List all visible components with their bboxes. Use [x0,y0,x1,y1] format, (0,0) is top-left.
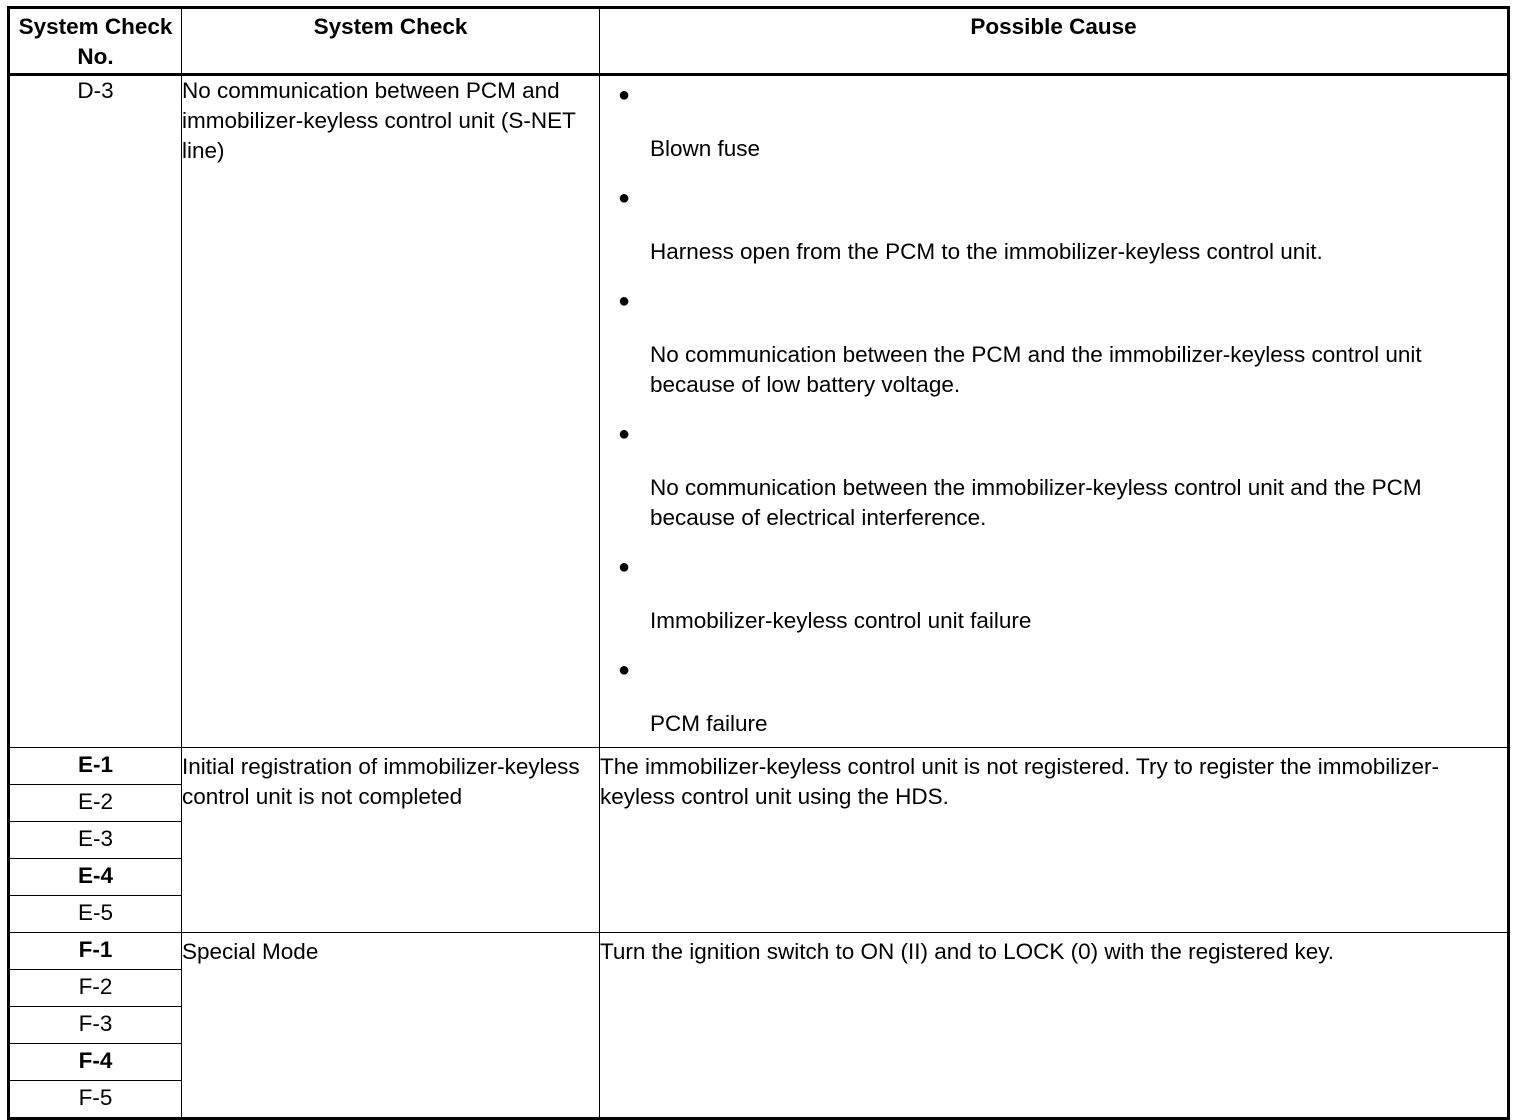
possible-cause-cell [600,75,1509,748]
system-check-text: Initial registration of immobilizer-keyless control unit is not completed [182,748,600,933]
cause-text: Harness open from the PCM to the immobilizer-keyless control unit. [650,239,1323,264]
list-item [618,651,1507,739]
table-row [9,75,1509,748]
cause-text: No communication between the PCM and the immobilizer-keyless control unit because of low battery voltage. [650,342,1422,397]
list-item [618,179,1507,267]
header-possible-cause: Possible Cause [600,8,1509,75]
system-check-text: No communication between PCM and immobilizer-keyless control unit (S-NET line) [182,75,600,748]
check-no: E-1 [9,748,182,785]
cause-text: No communication between the immobilizer-keyless control unit and the PCM because of electrical interference. [650,475,1422,530]
list-item [618,282,1507,400]
check-no: F-2 [9,970,182,1007]
bullet-icon: ● [618,187,631,209]
header-system-check-no: System Check No. [9,8,182,75]
system-check-text: Special Mode [182,933,600,1119]
cause-text: Immobilizer-keyless control unit failure [650,608,1032,633]
cause-text: PCM failure [650,711,768,736]
list-item [618,76,1507,164]
check-no: E-4 [9,859,182,896]
system-check-table [7,6,1510,1120]
header-system-check: System Check [182,8,600,75]
header-row [9,8,1509,75]
bullet-icon: ● [618,423,631,445]
bullet-icon: ● [618,290,631,312]
check-no: F-5 [9,1081,182,1119]
cause-list [600,76,1507,739]
check-no: F-4 [9,1044,182,1081]
check-no: E-2 [9,785,182,822]
bullet-icon: ● [618,556,631,578]
check-no: D-3 [9,75,182,748]
check-no: F-1 [9,933,182,970]
table-row [9,748,1509,785]
table-row [9,933,1509,970]
bullet-icon: ● [618,84,631,106]
check-no: E-3 [9,822,182,859]
cause-text: Blown fuse [650,136,761,161]
bullet-icon: ● [618,659,631,681]
list-item [618,548,1507,636]
check-no: E-5 [9,896,182,933]
possible-cause-text: Turn the ignition switch to ON (II) and to LOCK (0) with the registered key. [600,933,1509,1119]
possible-cause-text: The immobilizer-keyless control unit is not registered. Try to register the immobilizer-keyless control unit using the HDS. [600,748,1509,933]
list-item [618,415,1507,533]
check-no: F-3 [9,1007,182,1044]
